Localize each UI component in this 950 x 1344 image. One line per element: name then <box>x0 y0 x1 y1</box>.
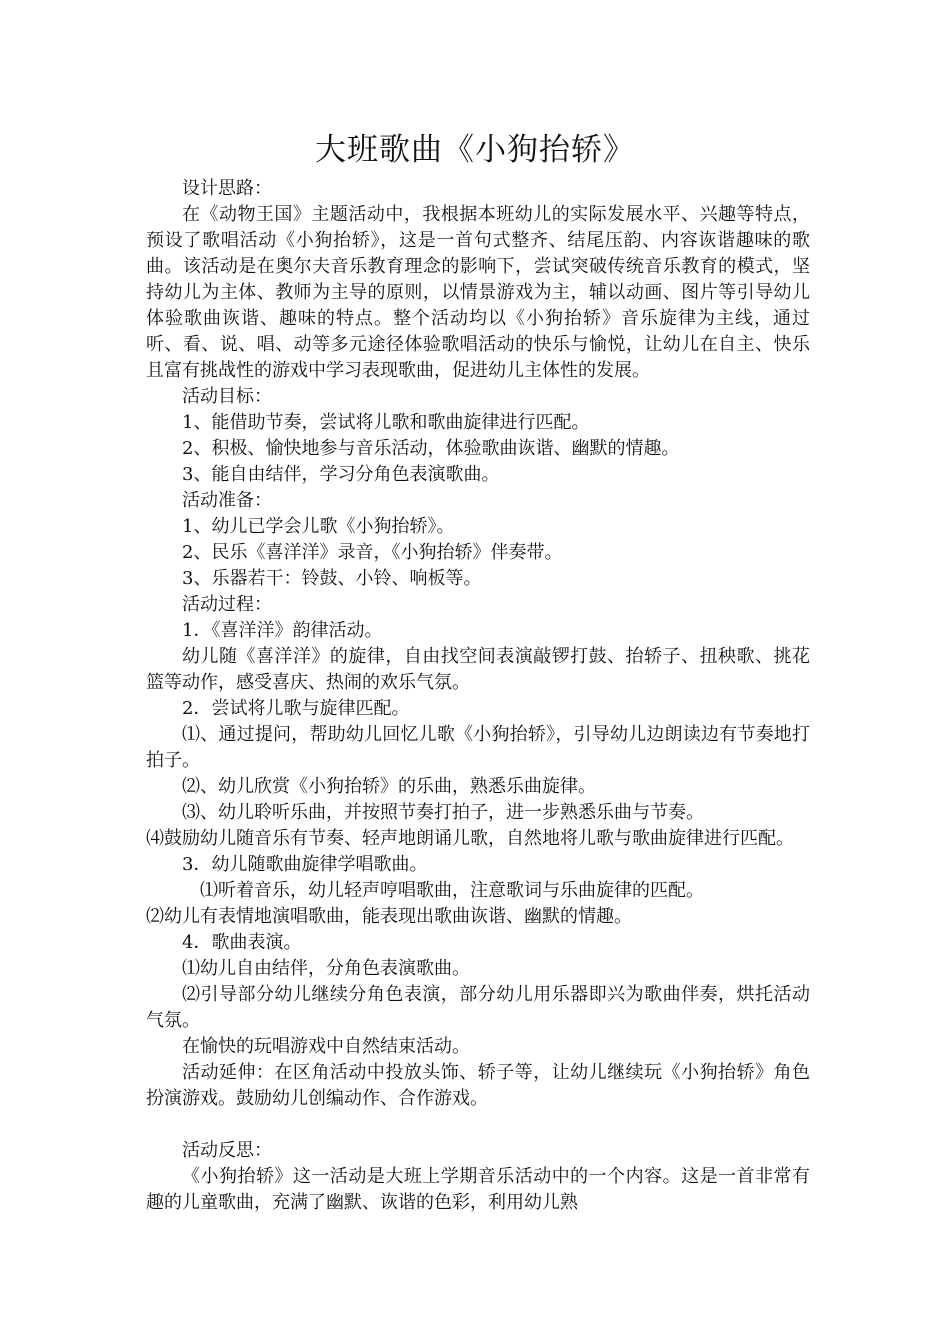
paragraph: 活动过程： <box>182 594 272 615</box>
paragraph: ⑵、幼儿欣赏《小狗抬轿》的乐曲，熟悉乐曲旋律。 <box>182 776 596 797</box>
paragraph: 3、乐器若干：铃鼓、小铃、响板等。 <box>182 568 482 589</box>
paragraph: 1．《喜洋洋》韵律活动。 <box>182 620 383 641</box>
document-title: 大班歌曲《小狗抬轿》 <box>315 132 635 168</box>
paragraph: ⑴幼儿自由结伴，分角色表演歌曲。 <box>182 958 470 979</box>
blank-line <box>146 1112 810 1138</box>
paragraph: 设计思路： <box>182 178 272 199</box>
paragraph: 活动反思： <box>182 1140 272 1161</box>
paragraph: 在《动物王国》主题活动中，我根据本班幼儿的实际发展水平、兴趣等特点，预设了歌唱活动《小狗抬轿》，这是一首句式整齐、结尾压韵、内容诙谐趣味的歌曲。该活动是在奥尔夫音乐教育理念的影响下，尝试突破传统音乐教育的模式，坚持幼儿为主体、教师为主导的原则，以情景游戏为主，辅以动画、图片等引导幼儿体验歌曲诙谐、趣味的特点。整个活动均以《小狗抬轿》音乐旋律为主线，通过听、看、说、唱、动等多元途径体验歌唱活动的快乐与愉悦，让幼儿在自主、快乐且富有挑战性的游戏中学习表现歌曲，促进幼儿主体性的发展。 <box>146 204 810 381</box>
paragraph: 《小狗抬轿》这一活动是大班上学期音乐活动中的一个内容。这是一首非常有趣的儿童歌曲，充满了幽默、诙谐的色彩，利用幼儿熟 <box>146 1166 810 1213</box>
paragraph: 幼儿随《喜洋洋》的旋律，自由找空间表演敲锣打鼓、抬轿子、扭秧歌、挑花篮等动作，感受喜庆、热闹的欢乐气氛。 <box>146 646 810 693</box>
paragraph: 1、幼儿已学会儿歌《小狗抬轿》。 <box>182 516 455 537</box>
paragraph: 2、积极、愉快地参与音乐活动，体验歌曲诙谐、幽默的情趣。 <box>182 438 680 459</box>
document-body <box>146 176 810 1216</box>
paragraph: 2．尝试将儿歌与旋律匹配。 <box>182 698 410 719</box>
paragraph: 1、能借助节奏，尝试将儿歌和歌曲旋律进行匹配。 <box>182 412 590 433</box>
paragraph: ⑷鼓励幼儿随音乐有节奏、轻声地朗诵儿歌，自然地将儿歌与歌曲旋律进行匹配。 <box>146 828 794 849</box>
paragraph: ⑴、通过提问，帮助幼儿回忆儿歌《小狗抬轿》，引导幼儿边朗读边有节奏地打拍子。 <box>146 724 810 771</box>
paragraph: ⑴听着音乐，幼儿轻声哼唱歌曲，注意歌词与乐曲旋律的匹配。 <box>200 880 704 901</box>
paragraph: 3、能自由结伴，学习分角色表演歌曲。 <box>182 464 500 485</box>
paragraph: ⑵引导部分幼儿继续分角色表演，部分幼儿用乐器即兴为歌曲伴奏，烘托活动气氛。 <box>146 984 810 1031</box>
paragraph: ⑶、幼儿聆听乐曲，并按照节奏打拍子，进一步熟悉乐曲与节奏。 <box>182 802 704 823</box>
paragraph: 在愉快的玩唱游戏中自然结束活动。 <box>182 1036 470 1057</box>
paragraph: 3．幼儿随歌曲旋律学唱歌曲。 <box>182 854 428 875</box>
paragraph: ⑵幼儿有表情地演唱歌曲，能表现出歌曲诙谐、幽默的情趣。 <box>146 906 632 927</box>
paragraph: 4．歌曲表演。 <box>182 932 302 953</box>
paragraph: 2、民乐《喜洋洋》录音，《小狗抬轿》伴奏带。 <box>182 542 563 563</box>
paragraph: 活动延伸：在区角活动中投放头饰、轿子等，让幼儿继续玩《小狗抬轿》角色扮演游戏。鼓励幼儿创编动作、合作游戏。 <box>146 1062 810 1109</box>
paragraph: 活动目标： <box>182 386 272 407</box>
paragraph: 活动准备： <box>182 490 272 511</box>
